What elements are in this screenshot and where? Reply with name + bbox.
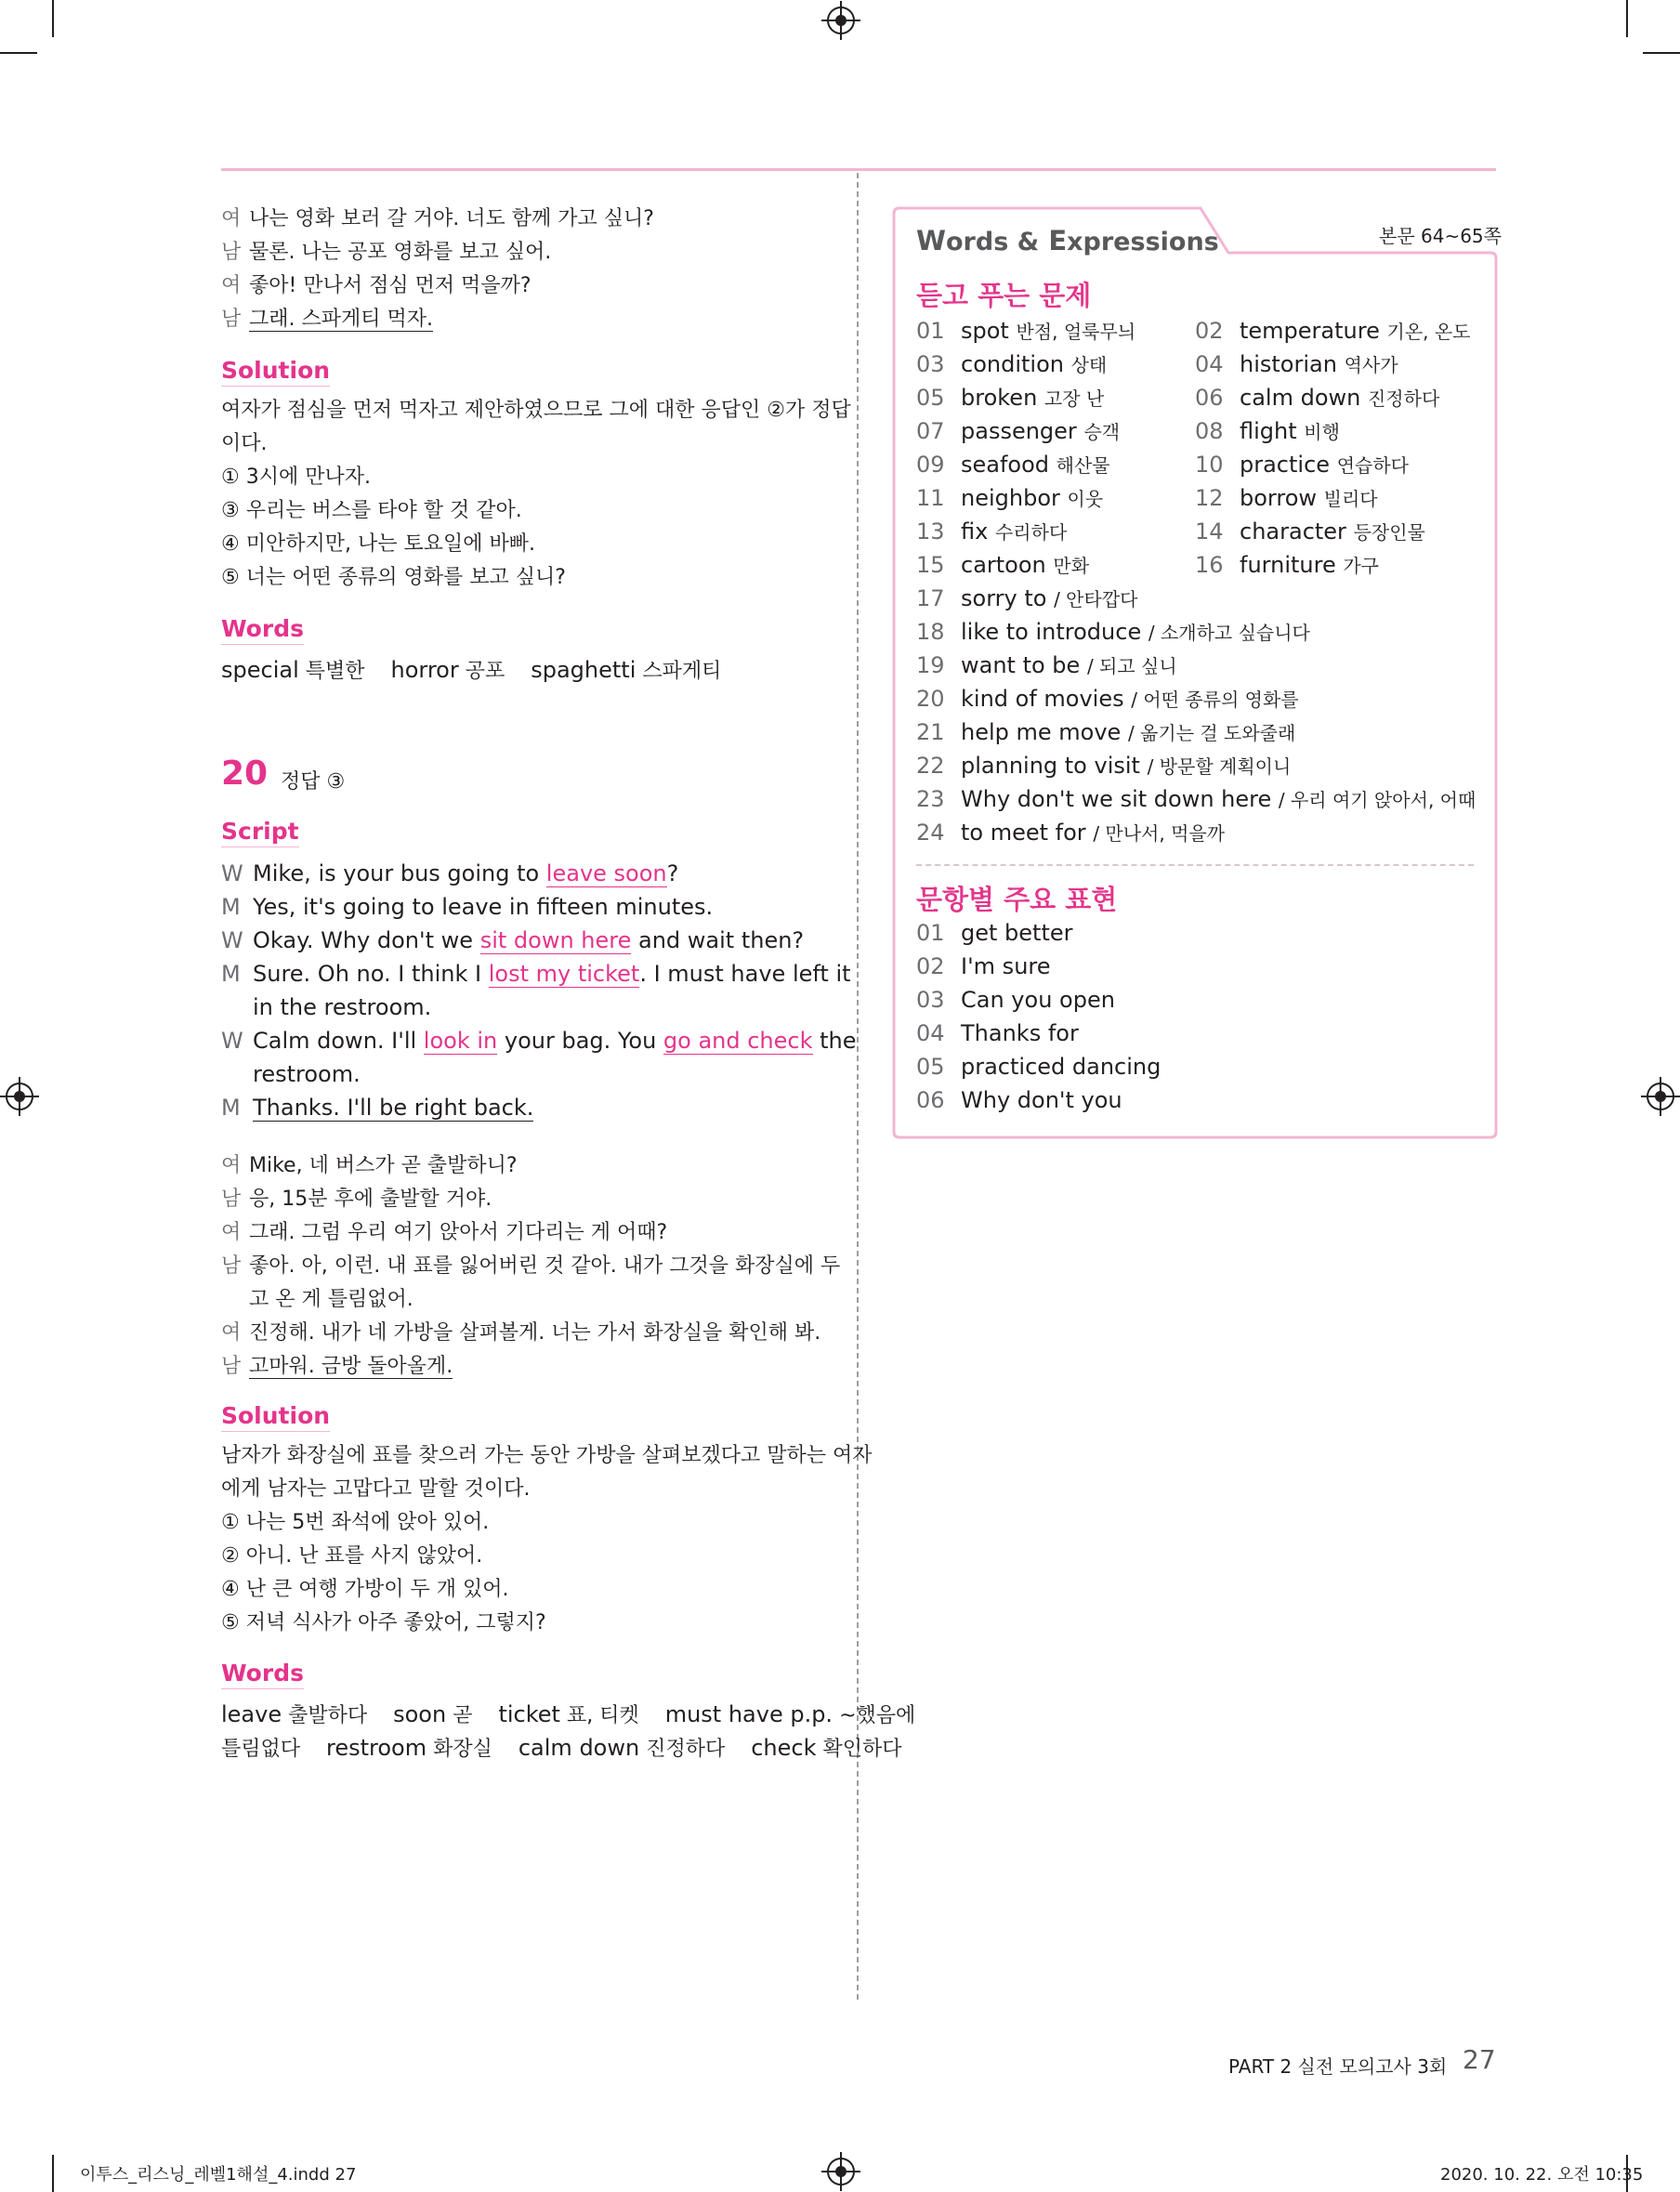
korean-line: 여 Mike, 네 버스가 곧 출발하니? — [221, 1154, 518, 1177]
word-item: 15 cartoon 만화 — [916, 552, 1090, 578]
expression-item: 22 planning to visit / 방문할 계획이니 — [916, 753, 1292, 779]
solution-heading: Solution — [221, 1402, 330, 1432]
page-reference: 본문 64~65쪽 — [1379, 225, 1502, 247]
korean-line: 여 진정해. 내가 네 가방을 살펴볼게. 너는 가서 화장실을 확인해 봐. — [221, 1321, 821, 1345]
script-line: M Yes, it's going to leave in fifteen minutes. — [221, 894, 714, 920]
expression-item: 24 to meet for / 만나서, 먹을까 — [916, 820, 1226, 846]
script-line: W Okay. Why don't we sit down here and wait then? — [221, 927, 805, 953]
expression-item: 20 kind of movies / 어떤 종류의 영화를 — [916, 686, 1299, 712]
word-item: 01 spot 반점, 얼룩무늬 — [916, 318, 1136, 344]
korean-line: 여 나는 영화 보러 갈 거야. 너도 함께 가고 싶니? — [221, 207, 654, 230]
expression-item: 23 Why don't we sit down here / 우리 여기 앉아서, 어때 — [916, 786, 1477, 812]
crop-mark — [52, 0, 54, 37]
expression-item: 21 help me move / 옮기는 걸 도와줄래 — [916, 719, 1296, 745]
korean-line: 여 그래. 그럼 우리 여기 앉아서 기다리는 게 어때? — [221, 1221, 668, 1244]
running-footer: PART 2 실전 모의고사 3회 — [1228, 2055, 1448, 2078]
korean-line: 여 좋아! 만나서 점심 먼저 먹을까? — [221, 274, 532, 297]
script-line: W Mike, is your bus going to leave soon? — [221, 860, 679, 886]
crop-mark — [0, 52, 37, 54]
registration-mark — [1647, 1083, 1674, 1110]
script-line: W Calm down. I'll look in your bag. You go and check the — [221, 1028, 857, 1054]
section-divider — [916, 864, 1474, 866]
option-text: ④ 미안하지만, 나는 토요일에 바빠. — [221, 532, 535, 556]
word-item: 08 flight 비행 — [1195, 418, 1340, 444]
solution-text: 여자가 점심을 먼저 먹자고 제안하였으므로 그에 대한 응답인 ②가 정답 — [221, 399, 851, 422]
expression-item: 01 get better — [916, 920, 1073, 946]
korean-line: 남 좋아. 아, 이런. 내 표를 잃어버린 것 같아. 내가 그것을 화장실에 두 — [221, 1254, 841, 1278]
section-title: 문항별 주요 표현 — [916, 884, 1118, 915]
expression-item: 03 Can you open — [916, 987, 1115, 1013]
script-heading: Script — [221, 818, 299, 847]
option-text: ④ 난 큰 여행 가방이 두 개 있어. — [221, 1578, 509, 1601]
words-heading: Words — [221, 1660, 304, 1689]
registration-mark — [827, 2158, 855, 2185]
words-heading: Words — [221, 615, 304, 645]
word-item: 03 condition 상태 — [916, 351, 1108, 377]
answer-label: 정답 ③ — [281, 770, 346, 794]
word-item: 16 furniture 가구 — [1195, 552, 1379, 578]
crop-mark — [52, 2155, 54, 2192]
expression-item: 17 sorry to / 안타깝다 — [916, 585, 1138, 611]
crop-mark — [1626, 0, 1628, 37]
crop-mark — [1643, 52, 1680, 54]
solution-text: 이다. — [221, 432, 268, 455]
registration-mark — [827, 7, 855, 34]
solution-text: 에게 남자는 고맙다고 말할 것이다. — [221, 1477, 531, 1501]
slug-filename: 이투스_리스닝_레벨1해설_4.indd 27 — [80, 2165, 357, 2185]
option-text: ① 3시에 만나자. — [221, 466, 371, 489]
option-text: ⑤ 저녁 식사가 아주 좋았어, 그렇지? — [221, 1611, 546, 1634]
word-item: 12 borrow 빌리다 — [1195, 485, 1378, 511]
expression-item: 18 like to introduce / 소개하고 싶습니다 — [916, 619, 1310, 645]
section-title: 듣고 푸는 문제 — [916, 280, 1092, 311]
solution-text: 남자가 화장실에 표를 찾으러 가는 동안 가방을 살펴보겠다고 말하는 여자 — [221, 1444, 873, 1467]
korean-line: 고 온 게 틀림없어. — [249, 1288, 413, 1311]
word-item: 10 practice 연습하다 — [1195, 452, 1409, 478]
option-text: ② 아니. 난 표를 사지 않았어. — [221, 1544, 483, 1568]
korean-line: 남 그래. 스파게티 먹자. — [221, 308, 433, 331]
page-number: 27 — [1463, 2044, 1496, 2075]
script-line: M Thanks. I'll be right back. — [221, 1095, 534, 1121]
script-line: M Sure. Oh no. I think I lost my ticket. I must have left it — [221, 961, 851, 987]
word-item: 14 character 등장인물 — [1195, 518, 1425, 545]
question-number: 20 — [221, 755, 269, 793]
option-text: ① 나는 5번 좌석에 앉아 있어. — [221, 1511, 490, 1534]
option-text: ⑤ 너는 어떤 종류의 영화를 보고 싶니? — [221, 566, 566, 589]
expression-item: 04 Thanks for — [916, 1020, 1079, 1046]
word-item: 11 neighbor 이웃 — [916, 485, 1104, 511]
slug-timestamp: 2020. 10. 22. 오전 10:35 — [1440, 2165, 1644, 2185]
box-title: Words & Expressions — [916, 225, 1219, 256]
korean-line: 남 고마워. 금방 돌아올게. — [221, 1355, 453, 1378]
word-item: 09 seafood 해산물 — [916, 452, 1110, 478]
expression-item: 02 I'm sure — [916, 953, 1051, 979]
solution-heading: Solution — [221, 357, 330, 387]
top-rule — [221, 168, 1496, 171]
words-list: 틀림없다 restroom 화장실 calm down 진정하다 check 확인하다 — [221, 1735, 902, 1761]
korean-line: 남 물론. 나는 공포 영화를 보고 싶어. — [221, 241, 552, 264]
words-list: special 특별한 horror 공포 spaghetti 스파게티 — [221, 657, 722, 683]
word-item: 04 historian 역사가 — [1195, 351, 1398, 377]
option-text: ③ 우리는 버스를 타야 할 것 같아. — [221, 499, 522, 522]
script-line: in the restroom. — [253, 994, 432, 1020]
korean-line: 남 응, 15분 후에 출발할 거야. — [221, 1188, 492, 1211]
word-item: 07 passenger 승객 — [916, 418, 1121, 444]
words-list: leave 출발하다 soon 곧 ticket 표, 티켓 must have p.p. ~했음에 — [221, 1701, 916, 1727]
expression-item: 19 want to be / 되고 싶니 — [916, 652, 1177, 678]
registration-mark — [6, 1083, 33, 1110]
expression-item: 05 practiced dancing — [916, 1054, 1162, 1080]
word-item: 05 broken 고장 난 — [916, 385, 1105, 411]
script-line: restroom. — [253, 1061, 361, 1087]
word-item: 06 calm down 진정하다 — [1195, 385, 1440, 411]
word-item: 02 temperature 기온, 온도 — [1195, 318, 1471, 344]
word-item: 13 fix 수리하다 — [916, 518, 1068, 545]
expression-item: 06 Why don't you — [916, 1087, 1122, 1113]
